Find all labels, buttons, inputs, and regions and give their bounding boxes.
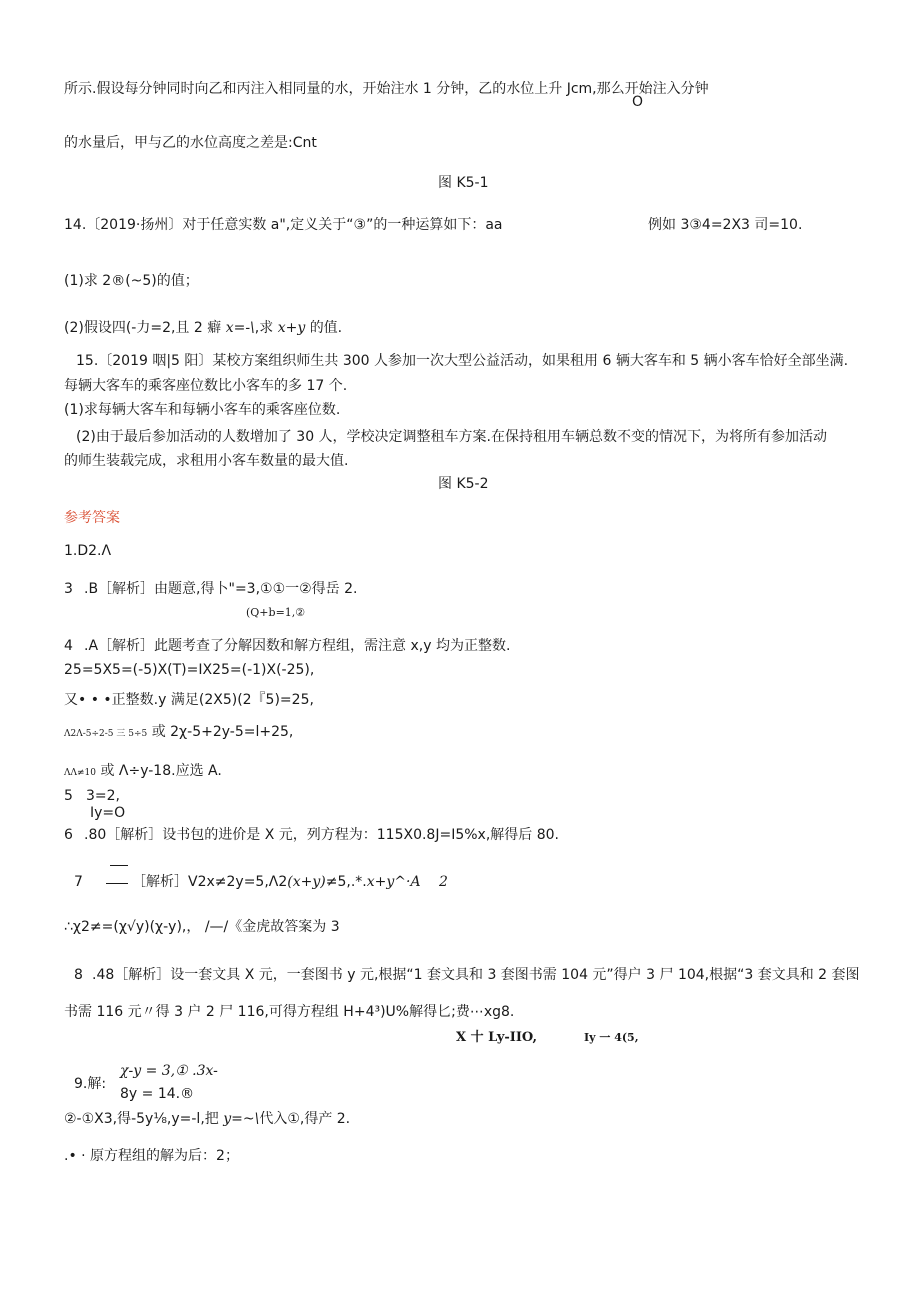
- answer-3-number: 3: [64, 581, 73, 597]
- answer-7-fraction-bar-bottom: [106, 883, 128, 884]
- answer-7-math-1: (x+y): [287, 874, 326, 890]
- answer-7-math-3: 2: [439, 874, 448, 890]
- problem-15-line-2: 每辆大客车的乘客座位数比小客车的多 17 个.: [64, 378, 348, 394]
- answer-6-text: .80［解析］设书包的进价是 X 元，列方程为：115X0.8J=I5%x,解得后 80.: [84, 827, 559, 843]
- answer-7-line-2: [64, 918, 340, 936]
- answer-5-line-2: Iy=O: [90, 805, 126, 821]
- answer-4-line-3: 又• • •正整数.y 满足(2X5)(2『5)=25,: [64, 692, 314, 708]
- answer-7-line-2-text: /—/《金虎故答案为 3: [204, 919, 340, 935]
- answer-4-line-5-math: ΛΛ≠10: [64, 768, 96, 778]
- problem-14-part-2: [64, 319, 342, 337]
- answer-4-line-2: 25=5X5=(-5)X(T)=IX25=(-1)X(-25),: [64, 662, 315, 678]
- answer-7-line-2-math: ∴χ2≠=(χ√y)(χ-y),，: [64, 919, 201, 935]
- answer-7-number: 7: [74, 874, 83, 890]
- answer-9-equation-1-text: χ-y = 3,① .3x-: [120, 1063, 218, 1079]
- problem-15-line-1: 15.〔2019 咽|5 阳〕某校方案组织师生共 300 人参加一次大型公益活动，如果租用 6 辆大客车和 5 辆小客车恰好全部坐满.: [76, 353, 849, 369]
- answer-8-line-1: .48［解析］设一套文具 X 元，一套图书 y 元,根据“1 套文具和 3 套图书需 104 元”得户 3 尸 104,根据“3 套文具和 2 套图: [92, 967, 860, 983]
- answer-4-number: 4: [64, 638, 73, 654]
- problem-13-line-2: 的水量后，甲与乙的水位高度之差是:Cnt: [64, 135, 317, 151]
- answer-7-fraction-bar-top: [110, 865, 128, 866]
- answer-9-equation-1: [120, 1062, 218, 1080]
- problem-13-circle-mark: O: [632, 94, 644, 110]
- answer-9-label: 9.解:: [74, 1076, 107, 1092]
- problem-14-part-2-math-xy: x+y: [277, 320, 306, 336]
- problem-14-part-2-math-x: x=-\: [225, 320, 255, 336]
- answer-7-text: [132, 873, 448, 891]
- answer-5-line-1: 3=2,: [86, 788, 120, 804]
- answer-9-line-3: [64, 1110, 350, 1128]
- answer-4-text: .A［解析］此题考查了分解因数和解方程组，需注意 x,y 均为正整数.: [84, 638, 511, 654]
- answer-1-2: 1.D2.Λ: [64, 543, 112, 559]
- answer-3-text: .B［解析］由题意,得卜"=3,①①一②得岳 2.: [84, 581, 358, 597]
- problem-14-stem: 14.〔2019·扬州〕对于任意实数 a",定义关于“③”的一种运算如下：aa: [64, 217, 503, 233]
- answer-7-text-2: ≠5,.*.: [325, 874, 367, 890]
- answer-6-number: 6: [64, 827, 73, 843]
- answer-5-number: 5: [64, 788, 73, 804]
- answer-4-line-4-math: Λ2Λ-5÷2-5 三 5÷5: [64, 729, 148, 739]
- problem-13-line-1: 所示.假设每分钟同时向乙和丙注入相同量的水，开始注水 1 分钟，乙的水位上升 Jcm,那么开始注入分钟: [64, 81, 709, 97]
- answer-9-line-3-text-2: 代入①,得产 2.: [259, 1111, 351, 1127]
- problem-14-example: 例如 3③4=2X3 司=10.: [648, 217, 803, 233]
- answer-4-line-4-text: 或 2χ-5+2y-5=l+25,: [151, 724, 294, 740]
- figure-caption-k5-1: 图 K5-1: [438, 175, 489, 191]
- problem-14-part-1: (1)求 2®(~5)的值；: [64, 273, 199, 289]
- answer-4-line-5: [64, 762, 222, 782]
- answer-7-text-1: ［解析］V2x≠2y=5,Λ2: [132, 874, 288, 890]
- answer-8-equation-1: X 十 Ly-IIO,: [456, 1030, 538, 1045]
- problem-14-part-2-text-3: 的值.: [309, 320, 343, 336]
- answer-9-line-4: .• · 原方程组的解为后：2；: [64, 1148, 239, 1164]
- answer-3-subequation: (Q+b=1,②: [246, 606, 306, 619]
- problem-14-part-2-text: (2)假设四(-力=2,且 2 癖: [64, 320, 222, 336]
- answers-heading: 参考答案: [64, 510, 120, 526]
- answer-8-equation-2: Iy 一 4(5,: [584, 1031, 639, 1044]
- answer-4-line-5-text: 或 Λ÷y-18.应选 A.: [100, 763, 222, 779]
- answer-4-line-4: [64, 723, 293, 743]
- figure-caption-k5-2: 图 K5-2: [438, 476, 489, 492]
- problem-14-part-2-text-2: ,求: [254, 320, 274, 336]
- answer-8-number: 8: [74, 967, 83, 983]
- answer-9-line-3-text-1: ②-①X3,得-5y⅛,y=-l,把: [64, 1111, 219, 1127]
- problem-15-part-2-line-2: 的师生装载完成，求租用小客车数量的最大值.: [64, 453, 349, 469]
- answer-9-line-3-math: y=~\: [223, 1111, 260, 1127]
- answer-9-equation-2: 8y = 14.®: [120, 1086, 195, 1102]
- answer-8-line-2: 书需 116 元〃得 3 户 2 尸 116,可得方程组 H+4³)U%解得匕;费⋯xg8.: [64, 1004, 515, 1020]
- problem-15-part-1: (1)求每辆大客车和每辆小客车的乘客座位数.: [64, 402, 341, 418]
- answer-7-math-2: x+y^·A: [366, 874, 421, 890]
- problem-15-part-2-line-1: (2)由于最后参加活动的人数增加了 30 人，学校决定调整租车方案.在保持租用车辆总数不变的情况下，为将所有参加活动: [76, 429, 827, 445]
